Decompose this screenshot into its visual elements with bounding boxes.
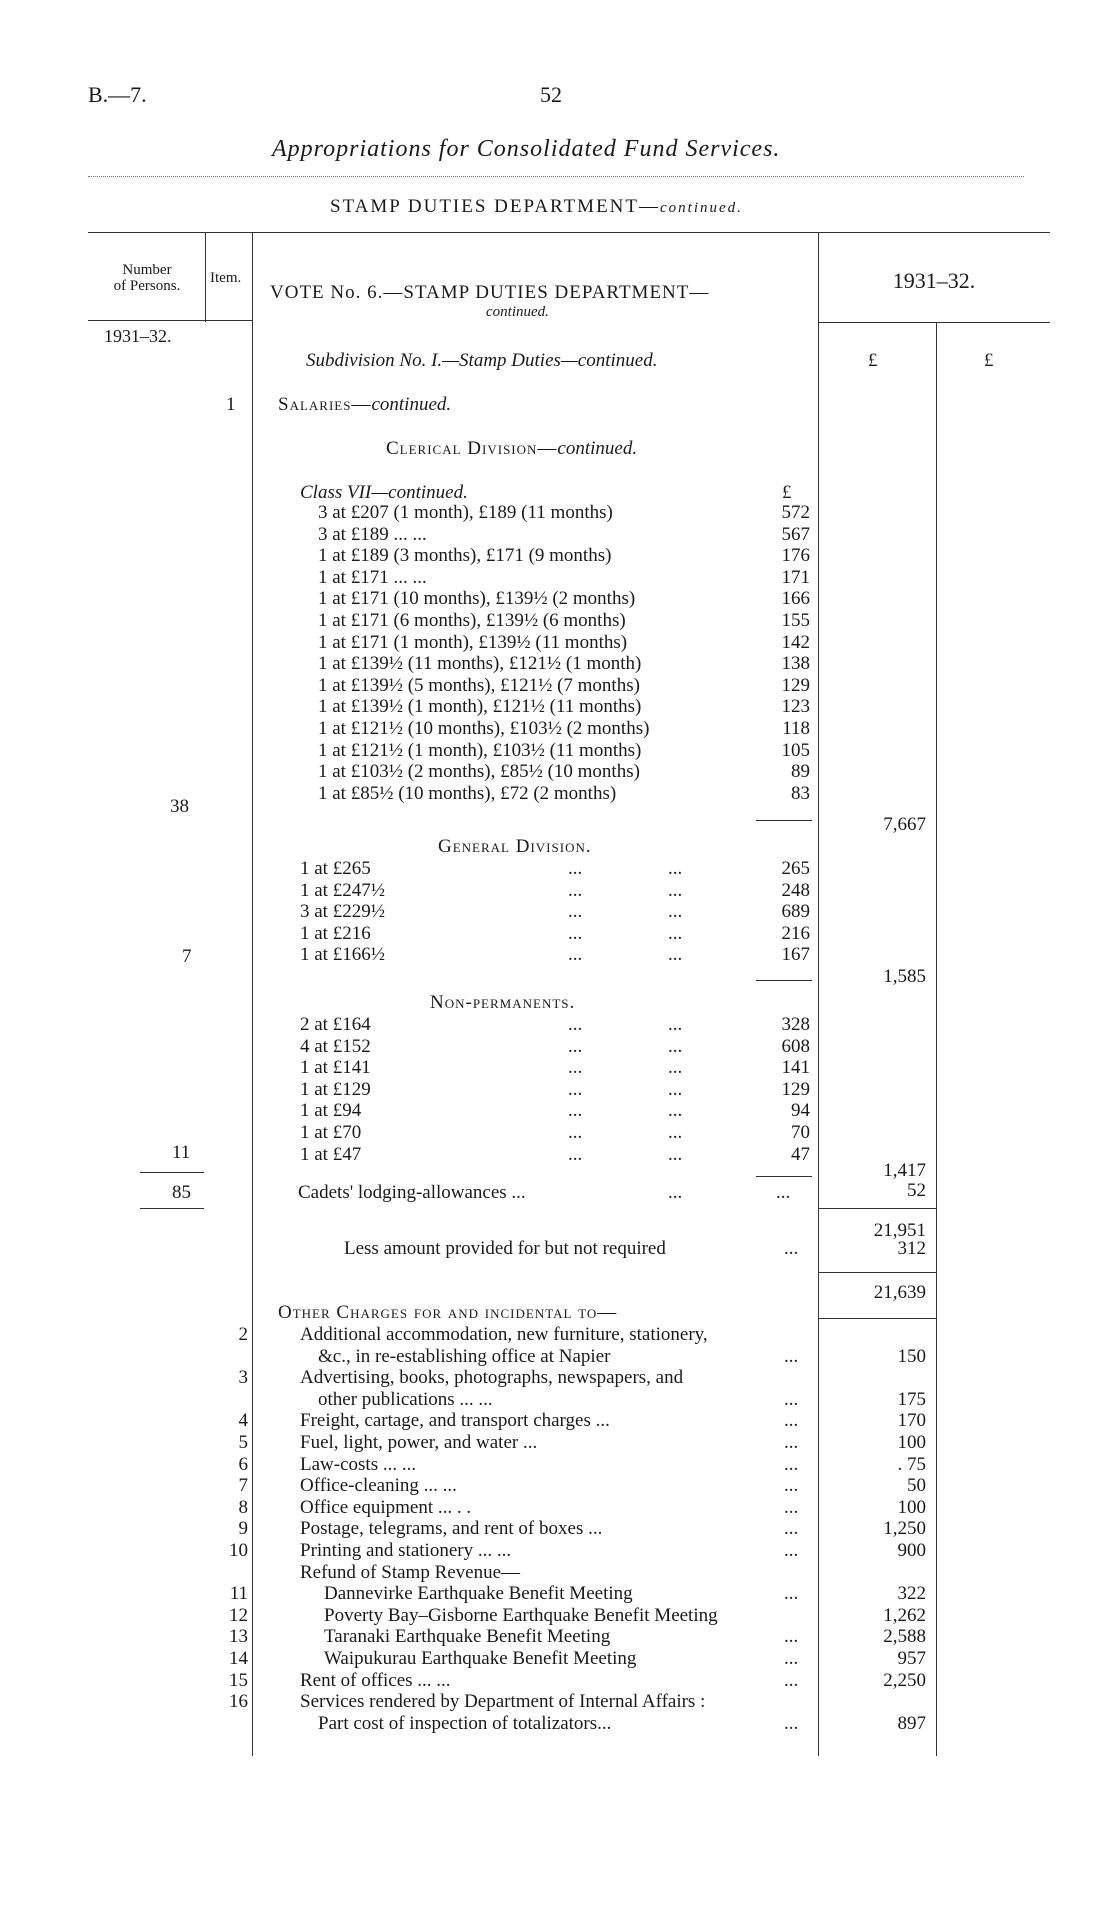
clerical-row-amount: 83	[791, 782, 810, 804]
general-row-dots-b: ...	[668, 922, 683, 944]
nonperm-row-dots-a: ...	[568, 1057, 583, 1079]
less-amount: 312	[897, 1238, 926, 1259]
refund-item-dots: ...	[784, 1626, 799, 1648]
clerical-row-amount: 89	[791, 761, 810, 783]
refund-item-amount: 2,588	[883, 1626, 926, 1648]
year-header: 1931–32.	[892, 268, 976, 293]
general-row-dots-a: ...	[568, 944, 583, 966]
currency-col-a: £	[868, 350, 878, 371]
persons-label-line2: of Persons.	[113, 278, 181, 294]
cadets-amount: 52	[907, 1180, 926, 1201]
refund-item-no: 14	[229, 1648, 248, 1669]
nonperm-heading: Non-permanents.	[430, 992, 576, 1013]
other-item-no: 5	[238, 1432, 248, 1453]
refund-item-label: Dannevirke Earthquake Benefit Meeting	[324, 1583, 633, 1605]
nonperm-row-amount: 328	[781, 1014, 810, 1035]
nonperm-row-dots-a: ...	[568, 1014, 583, 1035]
general-row-desc: 3 at £229½	[300, 901, 385, 923]
persons-label-line1: Number	[122, 262, 172, 278]
clerical-row-amount: 155	[781, 610, 810, 631]
persons-sum-rule	[140, 1172, 204, 1173]
cadets-label: Cadets' lodging-allowances ...	[298, 1182, 526, 1203]
other-item-text: Additional accommodation, new furniture, stationery,	[300, 1324, 708, 1345]
other-item-amount: 900	[897, 1540, 926, 1561]
nonperm-row-dots-a: ...	[568, 1100, 583, 1122]
subdivision-title: Subdivision No. I.—Stamp Duties—continued.	[306, 350, 658, 371]
clerical-total: 7,667	[883, 814, 926, 835]
vote-continued: continued.	[486, 304, 549, 320]
refund-item-no: 12	[229, 1604, 248, 1626]
other-item-text: Office-cleaning ... ...	[300, 1475, 457, 1497]
general-row-dots-b: ...	[668, 901, 683, 923]
nonperm-row-desc: 1 at £141	[300, 1057, 371, 1079]
nonperm-row-dots-a: ...	[568, 1035, 583, 1057]
general-row-desc: 1 at £216	[300, 922, 371, 944]
general-row-desc: 1 at £265	[300, 858, 371, 879]
other-item-dots: ...	[784, 1410, 799, 1432]
clerical-currency: £	[782, 482, 792, 503]
nonperm-row-desc: 1 at £70	[300, 1122, 362, 1143]
other-item-no: 9	[238, 1518, 248, 1540]
services-item-amount: 897	[897, 1712, 926, 1734]
page-ref: B.—7.	[88, 82, 147, 107]
other-item-no: 8	[238, 1496, 248, 1518]
page-title: Appropriations for Consolidated Fund Services.	[272, 136, 781, 162]
general-persons: 7	[182, 946, 192, 967]
nonperm-row-dots-b: ...	[668, 1057, 683, 1079]
class-vii-label: Class VII—continued.	[300, 482, 468, 503]
other-item-dots: ...	[784, 1540, 799, 1561]
page-number: 52	[540, 82, 562, 107]
year-header-rule	[818, 322, 1050, 323]
clerical-heading	[386, 438, 637, 459]
nonperm-row-dots-b: ...	[668, 1100, 683, 1122]
clerical-row-desc: 1 at £189 (3 months), £171 (9 months)	[318, 545, 612, 567]
clerical-row-desc: 1 at £171 ... ...	[318, 566, 427, 588]
subtotal-rule-3	[818, 1318, 936, 1319]
general-row-dots-b: ...	[668, 858, 683, 879]
refund-item-dots: ...	[784, 1583, 799, 1605]
persons-header	[92, 262, 202, 294]
general-row-dots-b: ...	[668, 944, 683, 966]
other-item-text: other publications ... ...	[318, 1388, 493, 1410]
nonperm-row-desc: 1 at £129	[300, 1078, 371, 1100]
total-persons: 85	[172, 1182, 191, 1203]
other-item-amount: 170	[897, 1410, 926, 1432]
services-item-dots: ...	[784, 1712, 799, 1734]
clerical-row-desc: 1 at £85½ (10 months), £72 (2 months)	[318, 782, 617, 804]
general-row-dots-b: ...	[668, 879, 683, 901]
other-item-amount: . 75	[897, 1453, 926, 1475]
clerical-row-desc: 3 at £189 ... ...	[318, 523, 427, 545]
other-item-dots: ...	[784, 1453, 799, 1475]
persons-col-rule	[205, 232, 206, 322]
clerical-row-amount: 572	[781, 502, 810, 523]
refund-item-amount: 322	[897, 1583, 926, 1605]
other-item-amount: 175	[897, 1388, 926, 1410]
services-item-line1: Services rendered by Department of Internal Affairs :	[300, 1691, 706, 1713]
dept-name: STAMP DUTIES DEPARTMENT—	[330, 196, 661, 217]
general-row-dots-a: ...	[568, 879, 583, 901]
clerical-row-amount: 176	[781, 545, 810, 567]
clerical-row-amount: 138	[781, 653, 810, 675]
rent-item-amount: 2,250	[883, 1669, 926, 1691]
other-item-no: 3	[238, 1367, 248, 1389]
clerical-row-amount: 142	[781, 631, 810, 653]
clerical-row-amount: 118	[782, 718, 810, 739]
clerical-row-desc: 3 at £207 (1 month), £189 (11 months)	[318, 502, 613, 523]
rent-item-dots: ...	[784, 1669, 799, 1691]
general-total: 1,585	[883, 966, 926, 987]
clerical-persons: 38	[170, 796, 189, 817]
currency-col-b: £	[984, 350, 994, 371]
refund-item-amount: 957	[897, 1648, 926, 1669]
other-item-dots: ...	[784, 1475, 799, 1497]
clerical-row-amount: 123	[781, 696, 810, 718]
salaries-label: Salaries—	[278, 394, 372, 415]
other-item-text: Advertising, books, photographs, newspapers, and	[300, 1367, 684, 1389]
general-row-desc: 1 at £166½	[300, 944, 385, 966]
refund-item-no: 11	[229, 1583, 248, 1605]
nonperm-persons: 11	[172, 1142, 191, 1163]
refund-item-label: Taranaki Earthquake Benefit Meeting	[324, 1626, 611, 1648]
clerical-row-desc: 1 at £139½ (11 months), £121½ (1 month)	[318, 653, 642, 675]
nonperm-row-desc: 1 at £94	[300, 1100, 362, 1122]
other-item-amount: 1,250	[883, 1518, 926, 1540]
nonperm-total: 1,417	[883, 1160, 926, 1181]
other-item-amount: 50	[907, 1475, 926, 1497]
general-row-dots-a: ...	[568, 858, 583, 879]
general-row-dots-a: ...	[568, 901, 583, 923]
clerical-row-desc: 1 at £139½ (1 month), £121½ (11 months)	[318, 696, 642, 718]
salaries-item-no: 1	[226, 394, 236, 415]
rent-item-no: 15	[229, 1669, 248, 1691]
less-dots: ...	[784, 1238, 799, 1259]
nonperm-row-dots-b: ...	[668, 1014, 683, 1035]
clerical-row-desc: 1 at £121½ (1 month), £103½ (11 months)	[318, 739, 642, 761]
clerical-row-amount: 129	[781, 674, 810, 696]
other-item-dots: ...	[784, 1496, 799, 1518]
nonperm-row-amount: 608	[781, 1035, 810, 1057]
nonperm-sum-rule	[756, 1176, 812, 1177]
general-sum-rule	[756, 980, 812, 981]
table-top-rule	[88, 232, 1050, 233]
other-item-dots: ...	[784, 1518, 799, 1540]
subtotal-rule-1	[818, 1208, 936, 1209]
cadets-dots-a: ...	[668, 1182, 683, 1203]
nonperm-row-desc: 2 at £164	[300, 1014, 371, 1035]
other-item-no: 2	[238, 1324, 248, 1345]
nonperm-row-amount: 129	[781, 1078, 810, 1100]
nonperm-row-dots-a: ...	[568, 1078, 583, 1100]
other-item-no: 6	[238, 1453, 248, 1475]
persons-year: 1931–32.	[104, 326, 172, 346]
other-item-no: 4	[238, 1410, 248, 1432]
clerical-row-desc: 1 at £171 (1 month), £139½ (11 months)	[318, 631, 628, 653]
amount-col-rule	[818, 232, 819, 1756]
refund-item-label: Poverty Bay–Gisborne Earthquake Benefit Meeting	[324, 1604, 718, 1626]
nonperm-row-dots-a: ...	[568, 1122, 583, 1143]
salaries-continued: continued.	[371, 394, 452, 415]
other-item-dots: ...	[784, 1345, 799, 1367]
clerical-row-desc: 1 at £139½ (5 months), £121½ (7 months)	[318, 674, 640, 696]
other-item-text: Freight, cartage, and transport charges ...	[300, 1410, 610, 1432]
other-charges-heading: Other Charges for and incidental to—	[278, 1302, 618, 1323]
item-col-rule	[252, 232, 253, 1756]
refund-item-amount: 1,262	[883, 1604, 926, 1626]
other-item-no: 10	[229, 1540, 248, 1561]
nonperm-row-amount: 94	[791, 1100, 810, 1122]
cadets-dots-b: ...	[776, 1182, 791, 1203]
total-col-rule	[936, 322, 937, 1756]
clerical-sum-rule	[756, 820, 812, 821]
nonperm-row-dots-b: ...	[668, 1078, 683, 1100]
title-rule	[88, 176, 1024, 177]
general-heading: General Division.	[438, 836, 592, 857]
other-item-text: Law-costs ... ...	[300, 1453, 417, 1475]
nonperm-row-desc: 1 at £47	[300, 1143, 362, 1165]
other-item-dots: ...	[784, 1388, 799, 1410]
dept-heading	[330, 196, 743, 218]
salaries-heading	[278, 394, 451, 415]
nonperm-row-dots-b: ...	[668, 1122, 683, 1143]
other-item-amount: 150	[897, 1345, 926, 1367]
nonperm-row-amount: 70	[791, 1122, 810, 1143]
other-item-amount: 100	[897, 1496, 926, 1518]
other-item-amount: 100	[897, 1432, 926, 1453]
refund-heading: Refund of Stamp Revenue—	[300, 1561, 521, 1583]
general-row-amount: 265	[781, 858, 810, 879]
other-item-text: Office equipment ... . .	[300, 1496, 472, 1518]
clerical-row-amount: 166	[781, 588, 810, 610]
refund-item-label: Waipukurau Earthquake Benefit Meeting	[324, 1648, 637, 1669]
rent-item-label: Rent of offices ... ...	[300, 1669, 451, 1691]
clerical-row-desc: 1 at £103½ (2 months), £85½ (10 months)	[318, 761, 640, 783]
refund-item-no: 13	[229, 1626, 248, 1648]
subtotal-1: 21,951	[873, 1220, 926, 1241]
general-row-amount: 167	[781, 944, 810, 966]
nonperm-row-dots-a: ...	[568, 1143, 583, 1165]
clerical-row-desc: 1 at £121½ (10 months), £103½ (2 months)	[318, 718, 650, 739]
refund-item-dots: ...	[784, 1648, 799, 1669]
other-item-text: Postage, telegrams, and rent of boxes ...	[300, 1518, 603, 1540]
nonperm-row-dots-b: ...	[668, 1143, 683, 1165]
services-item-line2: Part cost of inspection of totalizators...	[318, 1712, 612, 1734]
other-item-no: 7	[238, 1475, 248, 1497]
general-row-amount: 248	[781, 879, 810, 901]
less-label: Less amount provided for but not required	[344, 1238, 666, 1259]
persons-total-rule	[140, 1208, 204, 1209]
clerical-row-amount: 171	[781, 566, 810, 588]
dept-continued: continued.	[660, 200, 743, 216]
vote-title: VOTE No. 6.—STAMP DUTIES DEPARTMENT—	[270, 282, 710, 303]
other-item-text: &c., in re-establishing office at Napier	[318, 1345, 611, 1367]
clerical-row-desc: 1 at £171 (6 months), £139½ (6 months)	[318, 610, 626, 631]
clerical-row-amount: 105	[781, 739, 810, 761]
other-item-text: Fuel, light, power, and water ...	[300, 1432, 538, 1453]
nonperm-row-dots-b: ...	[668, 1035, 683, 1057]
services-item-no: 16	[229, 1691, 248, 1713]
other-item-text: Printing and stationery ... ...	[300, 1540, 512, 1561]
nonperm-row-amount: 141	[781, 1057, 810, 1079]
clerical-label: Clerical Division—	[386, 438, 558, 459]
item-header: Item.	[210, 270, 242, 286]
general-row-dots-a: ...	[568, 922, 583, 944]
clerical-continued: continued.	[557, 438, 638, 459]
persons-header-rule	[88, 320, 252, 321]
general-row-amount: 689	[781, 901, 810, 923]
subtotal-rule-2	[818, 1272, 936, 1273]
clerical-row-amount: 567	[781, 523, 810, 545]
clerical-row-desc: 1 at £171 (10 months), £139½ (2 months)	[318, 588, 636, 610]
general-row-amount: 216	[781, 922, 810, 944]
nonperm-row-amount: 47	[791, 1143, 810, 1165]
subtotal-2: 21,639	[873, 1282, 926, 1303]
other-item-dots: ...	[784, 1432, 799, 1453]
nonperm-row-desc: 4 at £152	[300, 1035, 371, 1057]
general-row-desc: 1 at £247½	[300, 879, 385, 901]
